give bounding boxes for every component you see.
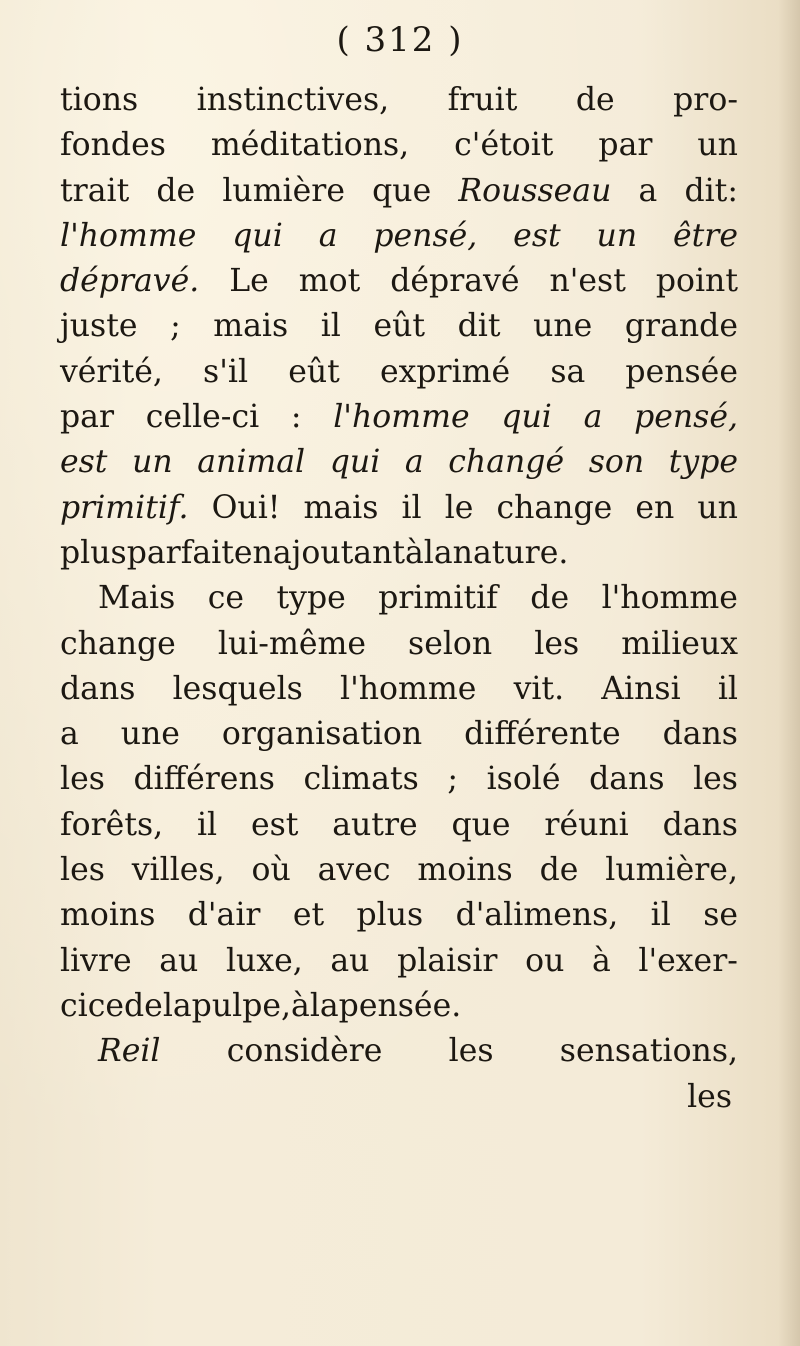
- text-line: [60, 667, 738, 712]
- word: sensations,: [559, 1033, 738, 1070]
- word: dans: [589, 761, 665, 798]
- word: la: [309, 987, 339, 1024]
- word: l'exer-: [638, 942, 738, 979]
- word: trait: [60, 172, 130, 209]
- text-line: [60, 440, 738, 485]
- word: un: [596, 217, 638, 254]
- word: Ainsi: [601, 670, 681, 707]
- word: dit:: [684, 172, 738, 209]
- word: les: [448, 1033, 494, 1070]
- word: un: [697, 489, 738, 526]
- word: n'est: [549, 263, 626, 300]
- word: à: [291, 987, 310, 1024]
- word: d'air: [187, 897, 261, 934]
- word: les: [534, 625, 580, 662]
- text-line: [60, 848, 738, 893]
- word: selon: [408, 625, 493, 662]
- text-line: [60, 622, 738, 667]
- word: villes,: [131, 852, 225, 889]
- word: lui-même: [217, 625, 366, 662]
- word: ou: [525, 942, 565, 979]
- word: l'homme: [333, 399, 470, 436]
- text-line: [60, 259, 738, 304]
- word: qui: [501, 399, 552, 436]
- word: livre: [60, 942, 132, 979]
- word: l'homme: [601, 580, 738, 617]
- word: dit: [457, 308, 501, 345]
- word: dans: [662, 716, 738, 753]
- page-number: ( 312 ): [336, 20, 464, 60]
- word: dépravé.: [60, 263, 200, 300]
- word: à: [405, 534, 424, 571]
- text-line: [60, 350, 738, 395]
- word: celle-ci: [145, 399, 260, 436]
- word: point: [655, 263, 738, 300]
- word: l'homme: [340, 670, 477, 707]
- word: sa: [550, 353, 586, 390]
- word: juste: [60, 308, 138, 345]
- word: est: [250, 806, 299, 843]
- word: en: [233, 534, 273, 571]
- word: Reil: [98, 1033, 161, 1070]
- word: changé: [448, 444, 565, 481]
- word: au: [330, 942, 370, 979]
- word: milieux: [621, 625, 738, 662]
- word: instinctives,: [196, 82, 390, 118]
- word: tions: [60, 82, 139, 118]
- word: plus: [60, 534, 127, 571]
- word: exprimé: [379, 353, 511, 390]
- word: qui: [232, 217, 283, 254]
- text-line: [60, 803, 738, 848]
- word: pro-: [673, 82, 738, 118]
- word: isolé: [486, 761, 561, 798]
- word: un: [697, 127, 738, 164]
- word: il: [650, 897, 671, 934]
- word: Oui!: [211, 489, 281, 526]
- word: type: [668, 444, 738, 481]
- word: une: [533, 308, 593, 345]
- word: de: [539, 852, 579, 889]
- word: il: [401, 489, 422, 526]
- text-line: [60, 304, 738, 349]
- word: lesquels: [172, 670, 303, 707]
- text-line: [60, 123, 738, 168]
- word: que: [372, 172, 432, 209]
- page-edge-shadow: [778, 0, 800, 1346]
- word: d'alimens,: [455, 897, 619, 934]
- word: a: [583, 399, 603, 436]
- word: la: [162, 987, 192, 1024]
- word: est: [60, 444, 108, 481]
- word: autre: [332, 806, 418, 843]
- word: lumière,: [605, 852, 738, 889]
- word: plaisir: [397, 942, 498, 979]
- word: considère: [226, 1033, 383, 1070]
- word: mais: [213, 308, 289, 345]
- word: grande: [624, 308, 738, 345]
- word: avec: [317, 852, 391, 889]
- word: les: [60, 852, 105, 889]
- word: forêts,: [60, 806, 164, 843]
- word: pensé,: [373, 217, 478, 254]
- word: au: [159, 942, 199, 979]
- word: pulpe,: [191, 987, 292, 1024]
- word: organisation: [221, 716, 423, 753]
- text-line: [60, 169, 738, 214]
- word: dépravé: [390, 263, 520, 300]
- word: lumière: [222, 172, 345, 209]
- text-line: [60, 214, 738, 259]
- word: nature.: [452, 534, 569, 571]
- word: de: [156, 172, 196, 209]
- word: pensée: [625, 353, 738, 390]
- text-line: [60, 712, 738, 757]
- word: les: [687, 1078, 732, 1115]
- word: Rousseau: [458, 172, 612, 209]
- word: s'il: [203, 353, 249, 390]
- word: en: [635, 489, 675, 526]
- word: il: [717, 670, 738, 707]
- word: différente: [464, 716, 621, 753]
- word: a: [404, 444, 424, 481]
- word: il: [320, 308, 341, 345]
- body-text: [60, 78, 738, 1120]
- word: méditations,: [210, 127, 410, 164]
- word: ;: [170, 308, 181, 345]
- word: plus: [356, 897, 424, 934]
- word: change: [496, 489, 613, 526]
- word: climats: [303, 761, 419, 798]
- word: moins: [417, 852, 513, 889]
- word: les: [60, 761, 105, 798]
- word: a: [60, 716, 79, 753]
- word: l'homme: [60, 217, 197, 254]
- word: :: [290, 399, 302, 436]
- text-line: [60, 757, 738, 802]
- word: de: [124, 987, 163, 1024]
- word: ce: [207, 580, 245, 617]
- word: être: [673, 217, 738, 254]
- text-line: [60, 531, 738, 576]
- word: dans: [662, 806, 738, 843]
- word: animal: [197, 444, 306, 481]
- word: à: [592, 942, 611, 979]
- word: les: [693, 761, 738, 798]
- word: fruit: [447, 82, 518, 118]
- text-line: [60, 939, 738, 984]
- text-line: [60, 486, 738, 531]
- word: ajoutant: [272, 534, 406, 571]
- word: par: [598, 127, 653, 164]
- word: mais: [303, 489, 379, 526]
- text-line: [60, 576, 738, 621]
- word: son: [588, 444, 645, 481]
- word: réuni: [544, 806, 629, 843]
- word: Le: [229, 263, 269, 300]
- word: où: [251, 852, 291, 889]
- word: que: [451, 806, 511, 843]
- word: Mais: [98, 580, 176, 617]
- word: eût: [373, 308, 426, 345]
- text-line: [60, 984, 738, 1029]
- word: de: [575, 82, 615, 118]
- word: ;: [447, 761, 458, 798]
- word: et: [292, 897, 325, 934]
- word: par: [60, 399, 115, 436]
- word: luxe,: [225, 942, 303, 979]
- word: vérité,: [60, 353, 163, 390]
- word: de: [530, 580, 570, 617]
- word: le: [444, 489, 474, 526]
- word: fondes: [60, 127, 166, 164]
- word: pensé,: [634, 399, 738, 436]
- word: parfait: [126, 534, 234, 571]
- word: la: [423, 534, 453, 571]
- word: un: [132, 444, 173, 481]
- text-line: [60, 1029, 738, 1074]
- word: a: [318, 217, 338, 254]
- text-line: [60, 893, 738, 938]
- word: c'étoit: [454, 127, 554, 164]
- word: cice: [60, 987, 124, 1024]
- word: a: [638, 172, 658, 209]
- word: vit.: [513, 670, 565, 707]
- word: se: [703, 897, 738, 934]
- word: moins: [60, 897, 156, 934]
- word: primitif.: [60, 489, 189, 526]
- word: une: [120, 716, 180, 753]
- word: change: [60, 625, 176, 662]
- word: il: [196, 806, 218, 843]
- word: mot: [298, 263, 361, 300]
- word: type: [276, 580, 346, 617]
- text-line: [60, 395, 738, 440]
- word: dans: [60, 670, 136, 707]
- word: eût: [288, 353, 340, 390]
- word: pensée.: [338, 987, 462, 1024]
- word: est: [513, 217, 561, 254]
- word: différens: [133, 761, 275, 798]
- text-line: [60, 78, 738, 123]
- word: primitif: [378, 580, 498, 617]
- word: qui: [329, 444, 381, 481]
- catchword: [60, 1075, 738, 1120]
